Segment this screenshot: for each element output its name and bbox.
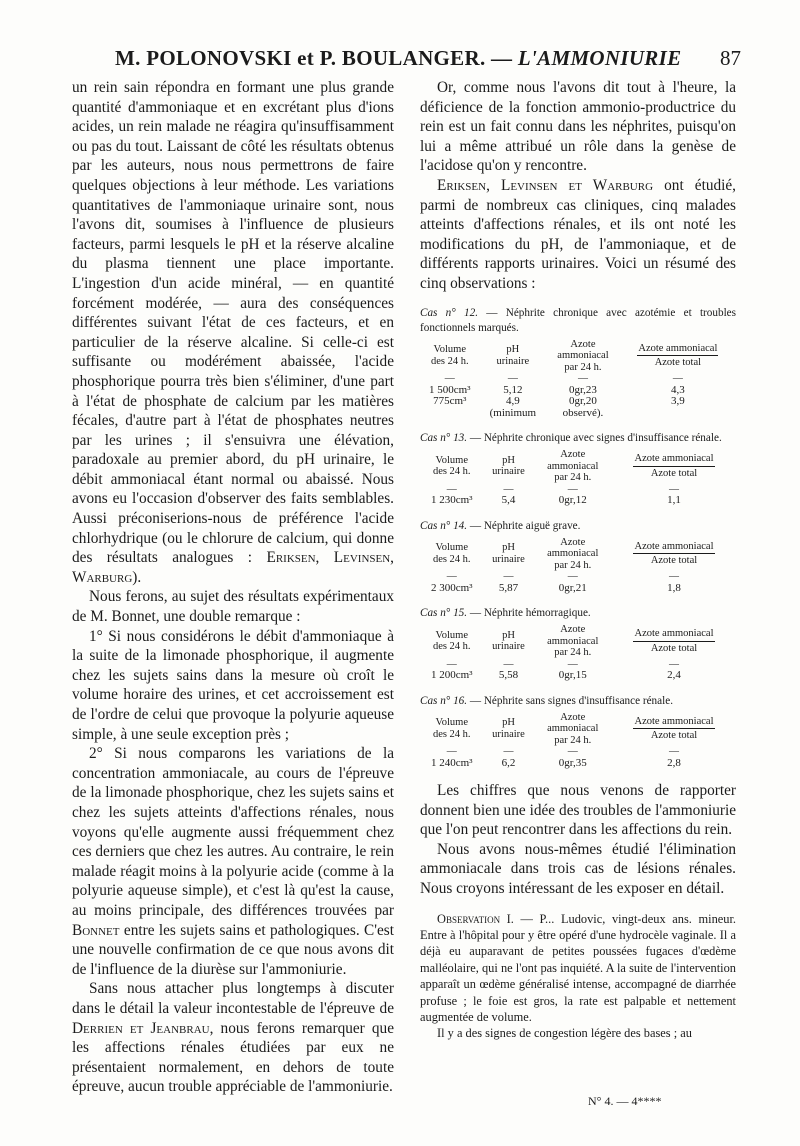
header-dash: — [567,658,578,670]
ph-cell: 5,58 [498,669,519,682]
ph-cell: 4,9 [505,395,520,408]
header-dash: — [507,373,518,385]
case-caption [420,694,736,709]
paragraph: 2° Si nous comparons les variations de la concentration ammoniacale, au cours de l'épreuve de la limonade phosphorique, chez les sujets sains et chez les sujets atteints d'affections rénales, nous voyons qu'elle augmente aussi fréquemment chez ces derniers que chez les autres. Au contraire, le rein malade réagit moins à la polyurie acide (comme à la polyurie aqueuse simple), et c'est là qu'est la cause, au moins principale, des différences trouvées par Bonnet entre les sujets sains et pathologiques. C'est une nouvelle confirmation de ce que nous avons dit de l'influence de la diurèse sur l'ammoniurie. [72,745,394,978]
col-ratio-header [612,624,736,659]
paragraph: Nous avons nous-mêmes étudié l'élimination ammoniacale dans trois cas de lésions rénales. Nous croyons intéressant de les exposer en détail. [420,840,736,897]
header-dash: — [668,483,679,495]
paragraph: Sans nous attacher plus longtemps à discuter dans le détail la valeur incontestable de l'épreuve de Derrien et Jeanbrau, nous ferons remarquer que les affections rénales étudiées par eux ne présentaient normalement, en dehors de toute épreuve, aucun trouble appréciable de l'ammoniurie. [72,980,394,1096]
col-volume-header: Volume des 24 h. [432,542,471,565]
header-dash: — [668,571,679,583]
case-label: Cas n° 13. [420,432,468,445]
col-ratio-header [612,449,736,484]
ratio-cell: 1,1 [667,494,681,507]
case-table [420,624,736,682]
ph-cell: 5,12 [503,383,523,396]
case-caption [420,519,736,534]
case-block [420,519,736,595]
header-dash: — [503,571,514,583]
ph-cell: 5,87 [498,581,519,594]
header-dash: — [503,658,514,670]
volume-cell: 775cm³ [433,395,467,408]
case-table [420,712,736,770]
running-header [0,46,800,74]
case-description: — Néphrite sans signes d'insuffisance rénale. [467,694,673,707]
observation: Observation I. — P... Ludovic, vingt-deux ans. mineur. Entre à l'hôpital pour y être opéré d'une hydrocèle vaginale. Il a déjà eu auparavant de petites poussées fugaces d'œdème malléolaire, qui ne l'ont pas inquiété. A la suite de l'intervention apparaît un œdème généralisé intense, accompagné de diarrhée profuse ; le foie est gros, la rate est palpable et nettement augmentée de volume. Il y a des signes de congestion légère des bases ; au [420,911,736,1041]
azote-cell: 0gr,21 [558,581,587,594]
left-column [72,78,394,1097]
col-azote-header: Azote ammoniacal par 24 h. [557,338,609,373]
note-cell: observé). [562,406,604,419]
observation-label: Observation I. [437,911,514,926]
ratio-fraction: $\frac{\text{Azote ammoniacal}}{\text{Azote total}}$ [634,540,714,567]
col-ratio-header [612,712,736,747]
table-row [420,758,736,770]
azote-cell: 0gr,23 [568,383,597,396]
case-label: Cas n° 15. [420,607,468,620]
case-caption [420,306,736,336]
azote-cell: 0gr,15 [558,669,587,682]
ph-cell: 5,4 [501,494,516,507]
header-dash: — [567,571,578,583]
col-ph-header: pH urinaire [496,344,530,367]
page-number: 87 [720,46,741,70]
header-dash: — [446,746,457,758]
volume-cell: 1 240cm³ [431,756,473,769]
case-table [420,339,736,420]
ph-cell: 6,2 [501,756,516,769]
azote-cell: 0gr,35 [558,756,587,769]
ratio-cell: 1,8 [667,581,681,594]
table-row [420,583,736,595]
header-dash: — [503,483,514,495]
case-caption [420,431,736,446]
col-volume-header: Volume des 24 h. [432,717,471,740]
col-volume-header: Volume des 24 h. [430,344,469,367]
right-column [420,78,736,1042]
volume-cell: 1 230cm³ [431,494,473,507]
ratio-fraction: $\frac{\text{Azote ammoniacal}}{\text{Azote total}}$ [638,342,718,369]
case-description: — Néphrite chronique avec signes d'insuffisance rénale. [467,432,722,445]
case-block [420,306,736,420]
issue-footer: N° 4. — 4**** [588,1094,662,1108]
ratio-fraction: $\frac{\text{Azote ammoniacal}}{\text{Azote total}}$ [634,628,714,654]
table-row [420,396,736,408]
col-ratio-header [612,537,736,572]
paragraph: 1° Si nous considérons le débit d'ammoniaque à la suite de la limonade phosphorique, il augmente chez les sujets sains dans la mesure où croît le volume horaire des urines, et cet accroissement est de l'ordre de celui que provoque la polyurie aqueuse simple, à une seule exception près ; [72,627,394,743]
case-table [420,537,736,595]
case-description: — Néphrite aiguë grave. [467,519,581,532]
note-cell: (minimum [489,406,537,419]
header-dash: — [672,373,683,385]
col-ph-header: pH urinaire [492,717,525,740]
table-row [420,670,736,682]
header-dash: — [503,746,514,758]
case-block [420,694,736,770]
header-dash: — [446,483,457,495]
paragraph: Nous ferons, au sujet des résultats expérimentaux de M. Bonnet, une double remarque : [72,588,394,626]
case-description: — Néphrite hémorragique. [467,607,591,620]
case-tables [420,306,736,770]
case-table [420,449,736,507]
case-label: Cas n° 16. [420,694,468,707]
ratio-cell: 2,8 [667,756,681,769]
volume-cell: 1 200cm³ [431,669,473,682]
col-ph-header: pH urinaire [492,542,525,565]
table-row [420,495,736,507]
case-label: Cas n° 14. [420,519,468,532]
case-block [420,431,736,507]
col-volume-header: Volume des 24 h. [432,454,471,478]
azote-cell: 0gr,12 [558,494,587,507]
paragraph: Eriksen, Levinsen et Warburg ont étudié, parmi de nombreux cas cliniques, cinq malades atteints d'affections rénales, et ils ont noté les modifications du pH, de l'ammoniaque, et de différents rapports urinaires. Voici un résumé des cinq observations : [420,176,736,292]
col-azote-header: Azote ammoniacal par 24 h. [547,711,599,746]
case-caption [420,606,736,621]
header-dash: — [567,483,578,495]
ratio-fraction: $\frac{\text{Azote ammoniacal}}{\text{Azote total}}$ [634,453,714,479]
col-azote-header: Azote ammoniacal par 24 h. [547,449,599,484]
header-dash: — [668,658,679,670]
paragraph: Les chiffres que nous venons de rapporter donnent bien une idée des troubles de l'ammoniurie que l'on peut rencontrer dans les affections du rein. [420,782,736,839]
col-azote-header: Azote ammoniacal par 24 h. [547,624,599,659]
header-dash: — [567,746,578,758]
col-ph-header: pH urinaire [492,629,525,653]
col-ph-header: pH urinaire [492,454,525,478]
col-ratio-header [620,339,736,374]
ratio-cell: 3,9 [671,395,685,408]
paragraph: Or, comme nous l'avons dit tout à l'heure, la déficience de la fonction ammonio-productrice du rein est un fait connu dans les néphrites, puisqu'on lui a même attribué un rôle dans la genèse de l'acidose qu'on y rencontre. [420,79,736,175]
case-label: Cas n° 12. [420,306,479,319]
volume-cell: 2 300cm³ [431,581,473,594]
volume-cell: 1 500cm³ [429,383,471,396]
header-dash: — [577,373,588,385]
header-dash: — [446,658,457,670]
ratio-fraction: $\frac{\text{Azote ammoniacal}}{\text{Azote total}}$ [634,715,714,742]
col-volume-header: Volume des 24 h. [432,629,471,653]
azote-cell: 0gr,20 [568,395,597,408]
case-description: — Néphrite chronique avec azotémie et troubles fonctionnels marqués. [420,306,736,334]
header-dash: — [446,571,457,583]
ratio-cell: 2,4 [667,669,681,682]
table-row [420,408,736,420]
ratio-cell: 4,3 [671,383,685,396]
header-dash: — [444,373,455,385]
running-title: M. POLONOVSKI et P. BOULANGER. — L'AMMONIURIE [115,46,682,70]
header-dash: — [668,746,679,758]
case-block [420,606,736,682]
col-azote-header: Azote ammoniacal par 24 h. [547,536,599,571]
paragraph: un rein sain répondra en formant une plus grande quantité d'ammoniaque et en excrétant plus d'ions acides, un rein malade ne réagira qu'insuffisamment ou pas du tout. Laissant de côté les résultats obtenus par les auteurs, nous nous permettrons de faire quelques objections à leur méthode. Les variations quantitatives de l'ammoniaque urinaire sont, nous l'avons dit, soumises à l'influence de plusieurs facteurs, parmi lesquels le pH et la réserve alcaline du plasma tiennent une place importante. L'ingestion d'un acide minéral, — en quantité forcément modérée, — aura des conséquences différentes suivant l'état de ces facteurs, et en particulier de la réserve alcaline. Si celle-ci est suffisante ou modérément abaissée, l'acide phosphorique pourra très bien s'éliminer, d'une part à l'état de phosphate de calcium par les matières fécales, d'autre part à l'état de phosphates neutres par les urines ; il s'ensuivra une élévation, paradoxale au premier abord, du pH urinaire, le débit ammoniacal étant normal ou abaissé. Nous avons eu l'occasion d'observer des faits semblables. Aussi préconiserions-nous de préférence l'acide chlorhydrique (ou le chlorure de calcium, qui donne des résultats analogues : Eriksen, Levinsen, Warburg). [72,79,394,586]
